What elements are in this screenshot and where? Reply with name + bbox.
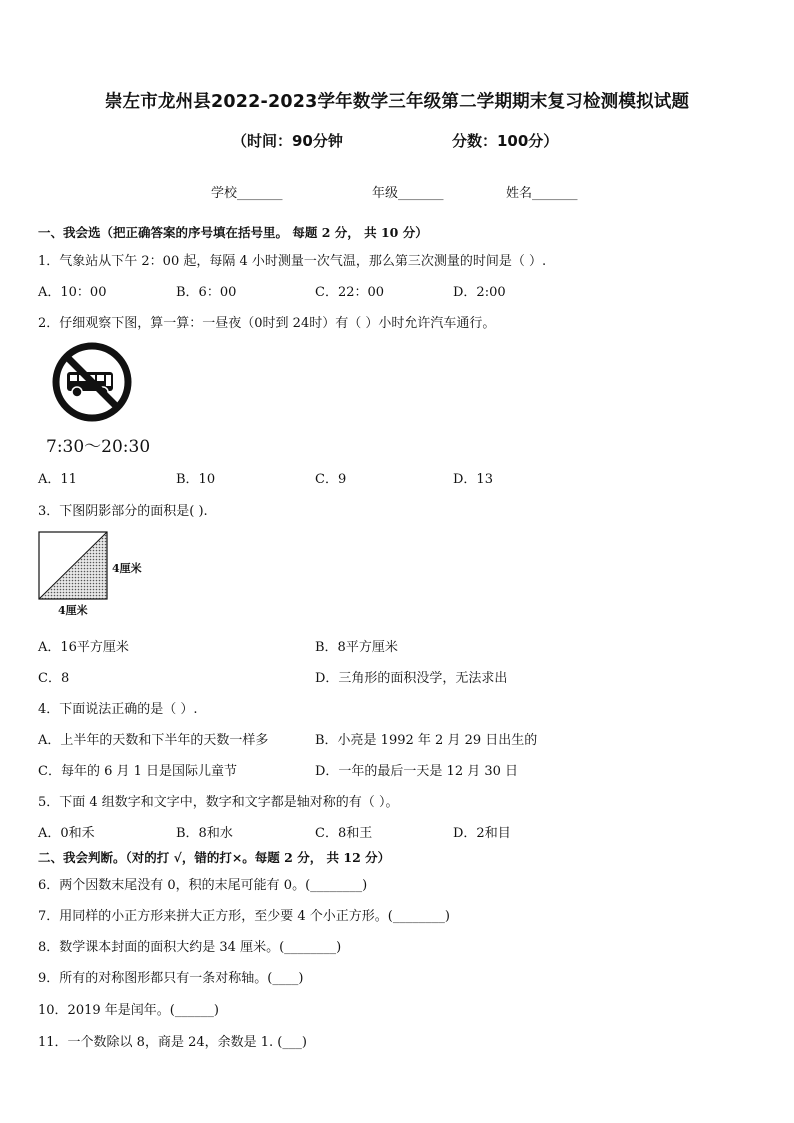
q4-option-b: B．小亮是 1992 年 2 月 29 日出生的 [315,733,538,748]
question-11: 11．一个数除以 8，商是 24，余数是 1. (___) [38,1035,307,1050]
school-field[interactable]: 学校_______ [211,186,283,201]
question-9: 9．所有的对称图形都只有一条对称轴。(____) [38,971,304,986]
square-side-label: 4厘米 [112,562,142,575]
q2-option-a: A．11 [38,472,77,487]
section-one-heading: 一、我会选（把正确答案的序号填在括号里。 每题 2 分， 共 10 分） [38,225,428,240]
question-3: 3．下图阴影部分的面积是( ). [38,504,208,519]
question-5: 5．下面 4 组数字和文字中，数字和文字都是轴对称的有（ ）。 [38,795,399,810]
q3-option-a: A．16平方厘米 [38,640,129,655]
q5-option-d: D．2和目 [453,826,511,841]
q3-option-b: B．8平方厘米 [315,640,398,655]
q4-option-c: C．每年的 6 月 1 日是国际儿童节 [38,764,238,779]
q1-option-c: C．22：00 [315,285,385,300]
q2-option-d: D．13 [453,472,493,487]
q1-option-d: D．2:00 [453,285,506,300]
question-8: 8．数学课本封面的面积大约是 34 厘米。(________) [38,940,342,955]
allowed-time-label: 7:30～20:30 [46,437,151,457]
question-7: 7．用同样的小正方形来拼大正方形，至少要 4 个小正方形。(________) [38,909,450,924]
q5-option-b: B．8和水 [176,826,233,841]
page-title: 崇左市龙州县2022-2023学年数学三年级第二学期期末复习检测模拟试题 [104,92,690,112]
q2-option-c: C．9 [315,472,347,487]
name-field[interactable]: 姓名_______ [506,186,578,201]
q1-option-a: A．10：00 [38,285,107,300]
q5-option-c: C．8和王 [315,826,373,841]
q3-option-c: C．8 [38,671,70,686]
grade-field[interactable]: 年级_______ [372,186,444,201]
q2-option-b: B．10 [176,472,216,487]
question-2: 2．仔细观察下图，算一算：一昼夜（0时到 24时）有（ ）小时允许汽车通行。 [38,316,496,331]
shaded-square-figure [38,531,110,601]
question-1: 1．气象站从下午 2：00 起，每隔 4 小时测量一次气温，那么第三次测量的时间是（ ）. [38,254,547,269]
question-4: 4．下面说法正确的是（ ）. [38,702,198,717]
square-bottom-label: 4厘米 [58,604,88,617]
q4-option-d: D．一年的最后一天是 12 月 30 日 [315,764,519,779]
q1-option-b: B．6：00 [176,285,237,300]
exam-score: 分数：100分） [452,132,559,150]
q3-option-d: D．三角形的面积没学，无法求出 [315,671,508,686]
section-two-heading: 二、我会判断。（对的打 √，错的打×。每题 2 分， 共 12 分） [38,850,391,865]
exam-time: （时间：90分钟 [232,132,343,150]
question-10: 10．2019 年是闰年。(______) [38,1003,219,1018]
no-bus-sign-icon [50,340,134,424]
q5-option-a: A．0和禾 [38,826,95,841]
question-6: 6．两个因数末尾没有 0，积的末尾可能有 0。(________) [38,878,368,893]
q4-option-a: A．上半年的天数和下半年的天数一样多 [38,733,269,748]
